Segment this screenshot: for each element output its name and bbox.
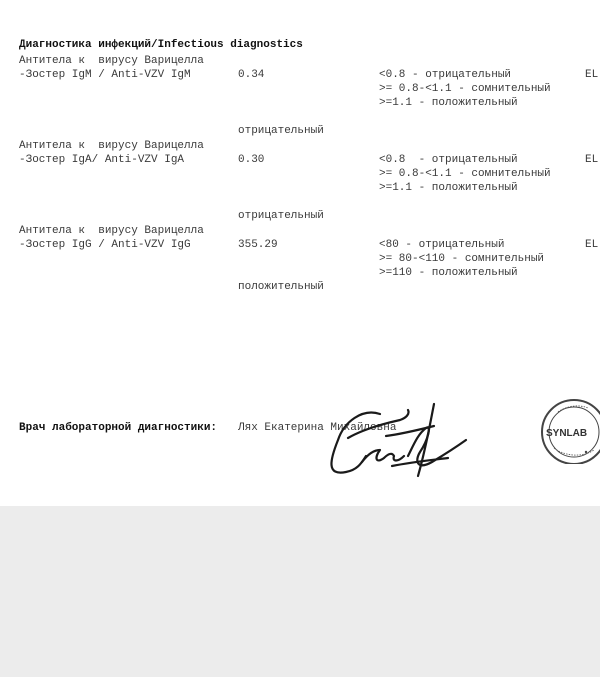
test-value: 0.34 [238,69,265,81]
doctor-name: Лях Екатерина Михайловна [238,422,397,434]
test-name-line2: -Зостер IgA/ Anti-VZV IgA [19,154,185,166]
reference-line: >=110 - положительный [379,267,518,279]
reference-line: >= 0.8-<1.1 - сомнительный [379,83,551,95]
svg-text:SYNLAB: SYNLAB [546,428,588,439]
reference-line: <0.8 - отрицательный [379,154,518,166]
test-value: 355.29 [238,239,278,251]
stamp-image [538,398,600,464]
reference-line: >= 80-<110 - сомнительный [379,253,545,265]
test-name-line1: Антитела к вирусу Варицелла [19,140,204,152]
test-interpretation: отрицательный [238,210,324,222]
test-method: EL [585,239,599,251]
signature-image [322,400,472,484]
reference-line: >=1.1 - положительный [379,182,518,194]
test-name-line2: -Зостер IgM / Anti-VZV IgM [19,69,191,81]
reference-line: >=1.1 - положительный [379,97,518,109]
test-name-line2: -Зостер IgG / Anti-VZV IgG [19,239,191,251]
test-method: EL [585,69,599,81]
reference-line: <0.8 - отрицательный [379,69,512,81]
test-interpretation: отрицательный [238,125,324,137]
test-interpretation: положительный [238,281,324,293]
test-method: EL [585,154,599,166]
section-title: Диагностика инфекций/Infectious diagnostics [19,39,303,51]
reference-line: >= 0.8-<1.1 - сомнительный [379,168,551,180]
reference-line: <80 - отрицательный [379,239,505,251]
doctor-label: Врач лабораторной диагностики: [19,422,218,434]
test-value: 0.30 [238,154,265,166]
test-name-line1: Антитела к вирусу Варицелла [19,55,204,67]
test-name-line1: Антитела к вирусу Варицелла [19,225,204,237]
